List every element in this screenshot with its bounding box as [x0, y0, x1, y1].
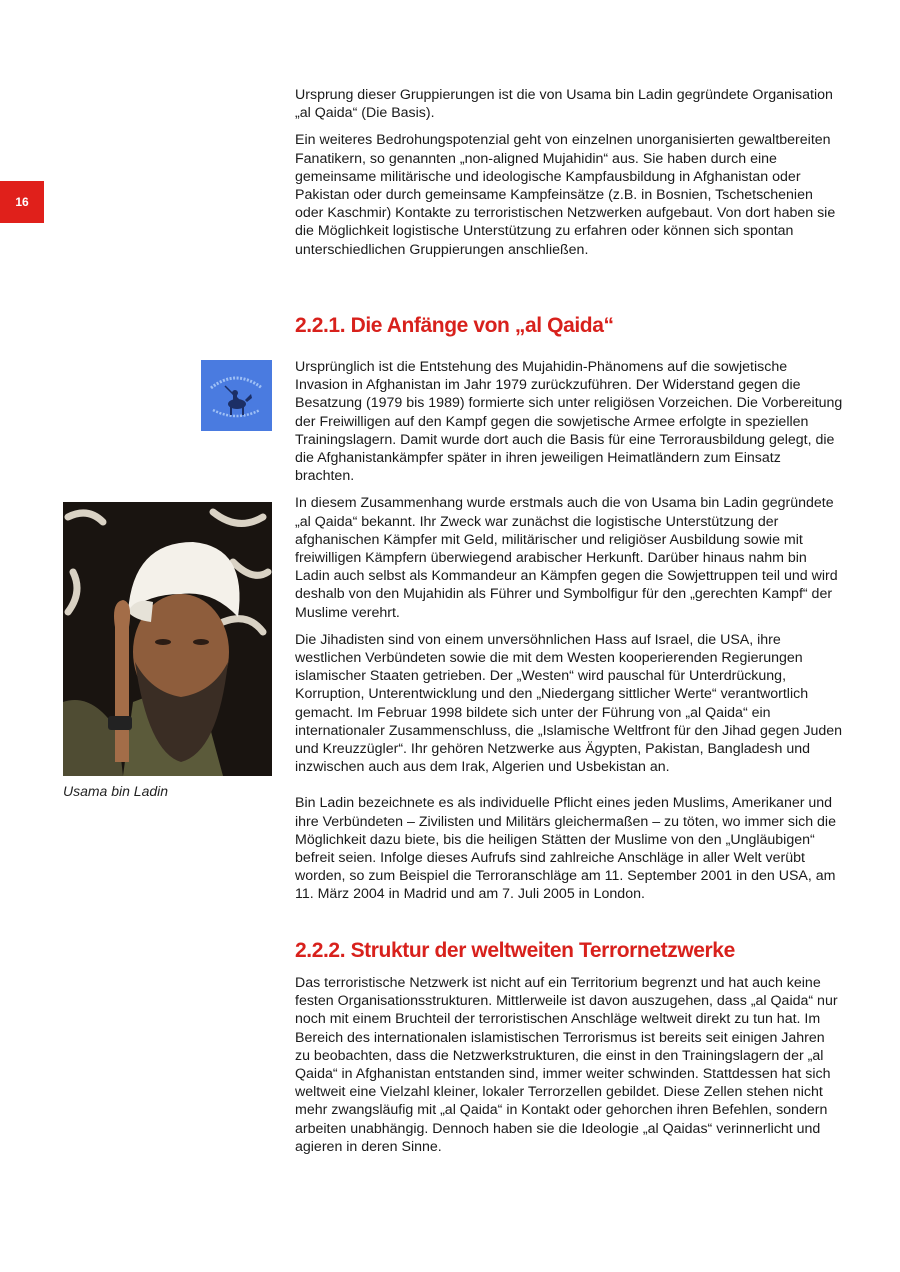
- section-heading-struktur: 2.2.2. Struktur der weltweiten Terrornetzwerke: [295, 939, 735, 962]
- page-number-tab: [0, 181, 44, 223]
- portrait-photo: [63, 502, 272, 776]
- photo-caption: Usama bin Ladin: [63, 783, 169, 799]
- emblem-graphic: [201, 360, 272, 431]
- section1-paragraph-3: Die Jihadisten sind von einem unversöhnlichen Hass auf Israel, die USA, ihre westlichen Verbündeten sowie die mit dem Westen kooperierenden Regierungen islamischer Staaten getrieben. Der „Westen“ wird pauschal für Unterdrückung, Korruption, Unterentwicklung und den „Niedergang sittlicher Werte“ verantwortlich gemacht. Im Februar 1998 bildete sich unter der Führung von „al Qaida“ ein internationaler Zusammenschluss, die „Islamische Weltfront für den Jihad gegen Juden und Kreuzzügler“. Ihr gehören Netzwerke aus Ägypten, Pakistan, Bangladesh und inzwischen auch aus dem Irak, Algerien und Usbekistan an.: [295, 631, 843, 776]
- intro-paragraph-2: Ein weiteres Bedrohungspotenzial geht von einzelnen unorganisierten gewaltbereiten Fanatikern, so genannten „non-aligned Mujahidin“ aus. Sie haben durch eine gemeinsame militärische und ideologische Kampfausbildung in Afghanistan oder Pakistan oder durch gemeinsame Kampfeinsätze (z.B. in Bosnien, Tschetschenien oder Kaschmir) Kontakte zu terroristischen Netzwerken aufgebaut. Von dort haben sie die Möglichkeit logistische Unterstützung zu erfahren oder können sich spontan unterschiedlichen Gruppierungen anschließen.: [295, 132, 836, 258]
- page-number: 16: [15, 195, 29, 209]
- section2-paragraph-1: Das terroristische Netzwerk ist nicht auf ein Territorium begrenzt und hat auch keine festen Organisationsstrukturen. Mittlerweile ist davon auszugehen, dass „al Qaida“ nur noch mit einem Bruchteil der terroristischen Anschläge weltweit direkt zu tun hat. Im Bereich des internationalen islamistischen Terrorismus ist bereits seit einigen Jahren zu beobachten, dass die Netzwerkstrukturen, die einst in den Trainingslagern der „al Qaida“ in Afghanistan entstanden sind, immer weiter schwinden. Stattdessen hat sich weltweit eine Vielzahl kleiner, lokaler Terrorzellen gebildet. Diese Zellen stehen nicht mehr zwangsläufig mit „al Qaida“ in Kontakt oder gehorchen ihren Befehlen, sondern arbeiten unabhängig. Dennoch haben sie die Ideologie „al Qaidas“ verinnerlicht und agieren in deren Sinne.: [295, 975, 838, 1155]
- section1-paragraph-2: In diesem Zusammenhang wurde erstmals auch die von Usama bin Ladin gegründete „al Qaida“ bekannt. Ihr Zweck war zunächst die logistische Unterstützung der afghanischen Kämpfer mit Geld, militärischer und religiöser Ausbildung sowie mit freiwilligen Kämpfern überwiegend arabischer Herkunft. Darüber hinaus nahm bin Ladin auch selbst als Kommandeur an Kämpfen gegen die Sowjettruppen teil und wird deshalb von den Mujahidin als Führer und Symbolfigur für den „gerechten Kampf“ der Muslime verehrt.: [295, 495, 838, 621]
- section1-paragraph-1: Ursprünglich ist die Entstehung des Mujahidin-Phänomens auf die sowjetische Invasion in Afghanistan im Jahr 1979 zurückzuführen. Der Widerstand gegen die Besatzung (1979 bis 1989) formierte sich unter religiösen Vorzeichen. Die Vorbereitung der Freiwilligen auf den Kampf gegen die sowjetische Armee erfolgte in speziellen Trainingslagern. Damit wurde dort auch die Basis für eine Terrorausbildung gelegt, die die Afghanistankämpfer später in ihren jeweiligen Heimatländern zum Einsatz brachten.: [295, 359, 843, 485]
- intro-paragraph-1: Ursprung dieser Gruppierungen ist die von Usama bin Ladin gegründete Organisation „al Qaida“ (Die Basis).: [295, 87, 833, 122]
- section1-text: [295, 358, 843, 913]
- portrait-graphic: [63, 502, 272, 776]
- intro-text: [295, 86, 843, 268]
- section1-paragraph-4: Bin Ladin bezeichnete es als individuelle Pflicht eines jeden Muslims, Amerikaner und ihre Verbündeten – Zivilisten und Militärs gleichermaßen – zu töten, wo immer sich die Möglichkeit dazu biete, bis die heiligen Stätten der Muslime von den „Ungläubigen“ befreit seien. Infolge dieses Aufrufs sind zahlreiche Anschläge in aller Welt verübt worden, so zum Beispiel die Terroranschläge am 11. September 2001 in den USA, am 11. März 2004 in Madrid und am 7. Juli 2005 in London.: [295, 795, 836, 903]
- section2-text: [295, 974, 843, 1165]
- al-qaida-emblem-image: [201, 360, 272, 431]
- section-heading-anfaenge: 2.2.1. Die Anfänge von „al Qaida“: [295, 314, 614, 337]
